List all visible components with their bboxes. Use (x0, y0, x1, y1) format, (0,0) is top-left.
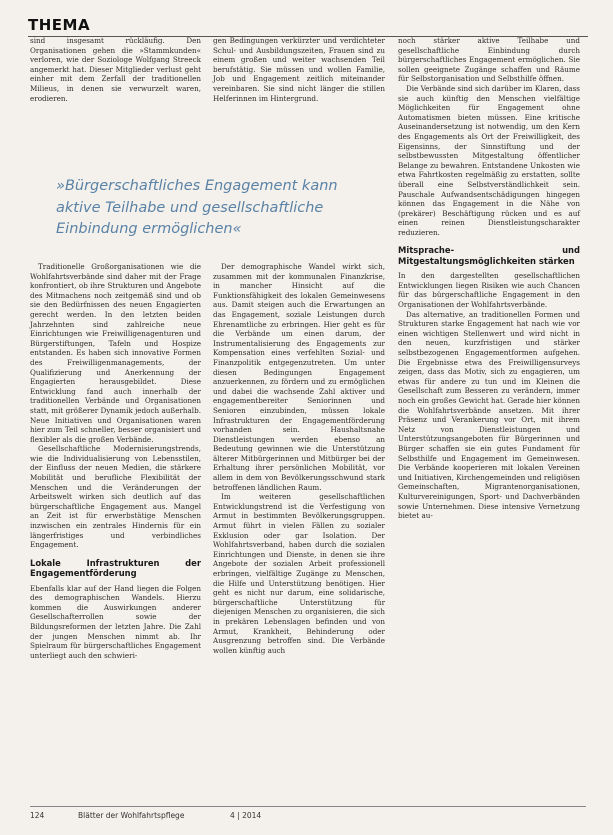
paragraph: Traditionelle Großorganisationen wie die Wohlfahrtsverbände sind daher mit der Frage konfrontiert, ob ihre Strukturen und Angebote des Mitmachens noch zeitgemäß sind und ob sie den Bedürfnissen des neuen Engagierten gerecht werden. In den letzten beiden Jahrzehnten sind zahlreiche neue Einrichtungen wie Freiwilligenagenturen und Bürgerstiftungen, Tafeln und Hospize entstanden. Es haben sich innovative Formen des Freiwilligenmanagements, der Qualifizierung und Anerkennung der Engagierten herausgebildet. Diese Entwicklung fand auch innerhalb der traditionellen Verbände und Organisationen statt, mit größerer Dynamik jedoch außerhalb. Neue Initiativen und Organisationen waren hier zum Teil schneller, besser organisiert und flexibler als die großen Verbände. (30, 262, 201, 444)
column-2-bottom (213, 262, 385, 655)
column-2-top (213, 36, 385, 103)
paragraph: Die Verbände sind sich darüber im Klaren, dass sie auch künftig den Menschen vielfältige Möglichkeiten für Engagement ohne Automatismen bieten müssen. Eine kritische Auseinandersetzung ist notwendig, um den Kern des Engagements als Ort der Freiwilligkeit, des Eigensinns, der Sinnstiftung und der selbstbewussten Mitgestaltung öffentlicher Belange zu bewahren. Entstandene Unkosten wie etwa Fahrtkosten regelmäßig zu erstatten, sollte überall eine Selbstverständlichkeit sein. Pauschale Aufwandsentschädigungen hingegen können das Engagement in die Nähe von (prekärer) Beschäftigung rücken und es auf einen reinen Dienstleistungscharakter reduzieren. (398, 83, 580, 237)
paragraph: noch stärker aktive Teilhabe und gesellschaftliche Einbindung durch bürgerschaftliches Engagement ermöglichen. Sie sollen geeignete Zugänge schaffen und Räume für Selbstorganisation und Selbsthilfe öffnen. (398, 36, 580, 84)
paragraph: Ebenfalls klar auf der Hand liegen die Folgen des demographischen Wandels. Hierzu kommen die Auswirkungen anderer Gesellschafterrollen sowie der Bildungsreformen der letzten Jahre. Die Zahl der jungen Menschen nimmt ab. Ihr Spielraum für bürgerschaftliches Engagement unterliegt auch den schwieri- (30, 583, 201, 660)
journal-title: Blätter der Wohlfahrtspflege (78, 811, 185, 820)
issue-number: 4 | 2014 (230, 811, 262, 820)
column-1-top (30, 36, 201, 103)
paragraph: sind insgesamt rückläufig. Den Organisationen gehen die »Stammkunden« verloren, wie der Soziologe Wolfgang Streeck angemerkt hat. Dieser Mitglieder verlust geht einher mit dem Zerfall der traditionellen Milieus, in denen sie verwurzelt waren, erodieren. (30, 36, 201, 103)
paragraph: Das alternative, an traditionellen Formen und Strukturen starke Engagement hat nach wie vor einen wichtigen Stellenwert und wird nicht in den neuen, kurzfristigen und stärker selbstbezogenen Engagementformen aufgehen. Die Ergebnisse etwa des Freiwilligensurveys zeigen, dass das Motiv, sich zu engagieren, um etwas für andere zu tun und im Kleinen die Gesellschaft zum Besseren zu verändern, immer noch ein großes Gewicht hat. Gerade hier können die Wohlfahrtsverbände ansetzen. Mit ihrer Präsenz und Verankerung vor Ort, mit ihrem Netz von Dienstleistungen und Unterstützungsangeboten für Bürgerinnen und Bürger schaffen sie ein gutes Fundament für Selbsthilfe und Engagement im Gemeinwesen. Die Verbände kooperieren mit lokalen Vereinen und Initiativen, Kirchengemeinden und religiösen Gemeinschaften, Migrantenorganisationen, Kulturvereinigungen, Sport- und Dachverbänden sowie Unternehmen. Diese intensive Vernetzung bietet au- (398, 309, 580, 521)
subheading-lokale-infrastrukturen: Lokale Infrastrukturen der Engagementförderung (30, 557, 201, 579)
pull-quote: »Bürgerschaftliches Engagement kann aktive Teilhabe und gesellschaftliche Einbindung ermöglichen« (56, 178, 338, 237)
page-number: 124 (30, 811, 45, 820)
section-label: THEMA (28, 16, 91, 34)
paragraph: Im weiteren gesellschaftlichen Entwicklungstrend ist die Verfestigung von Armut in bestimmten Bevölkerungsgruppen. Armut führt in vielen Fällen zu sozialer Exklusion oder gar Isolation. Der Wohlfahrtsverband, haben durch die sozialen Einrichtungen und Dienste, in denen sie ihre Angebote der sozialen Arbeit professionell erbringen, vielfältige Zugänge zu Menschen, die Hilfe und Unterstützung benötigen. Hier geht es nicht nur darum, eine solidarische, bürgerschaftliche Unterstützung für diejenigen Menschen zu organisieren, die sich in prekären Lebenslagen befinden und von Armut, Krankheit, Behinderung oder Ausgrenzung betroffen sind. Die Verbände wollen künftig auch (213, 492, 385, 655)
paragraph: Der demographische Wandel wirkt sich, zusammen mit der kommunalen Finanzkrise, in mancher Hinsicht auf die Funktionsfähigkeit des lokalen Gemeinwesens aus. Damit steigen auch die Erwartungen an das Engagement, soziale Leistungen durch Ehrenamtliche zu erbringen. Hier geht es für die Verbände um einen darum, der Instrumentalisierung des Engagements zur Kompensation eines verfehlten Sozial- und Finanzpolitik entgegenzutreten. Um unter diesen Bedingungen Engagement anzuerkennen, zu fördern und zu ermöglichen und dabei die wachsende Zahl aktiver und engagementbereiter Seniorinnen und Senioren einzubinden, müssen lokale Infrastrukturen der Engagementförderung vorhanden sein. Haushaltsnahe Dienstleistungen werden ebenso an Bedeutung gewinnen wie die Unterstützung älterer Mitbürgerinnen und Mitbürger bei der Erhaltung ihrer persönlichen Mobilität, vor allem in dem von Bevölkerungsschwund stark betroffenen ländlichen Raum. (213, 262, 385, 492)
paragraph: Gesellschaftliche Modernisierungstrends, wie die Individualisierung von Lebensstilen, der Einfluss der neuen Medien, die stärkere Mobilität und berufliche Flexibilität der Menschen und die Veränderungen der Arbeitswelt wirken sich deutlich auf das bürgerschaftliche Engagement aus. Mangel an Zeit ist für erwerbstätige Menschen inzwischen ein zentrales Hindernis für ein längerfristiges und verbindliches Engagement. (30, 444, 201, 550)
paragraph: gen Bedingungen verkürzter und verdichteter Schul- und Ausbildungszeiten, Frauen sind zu einem großen und weiter wachsenden Teil berufstätig. Sie müssen und wollen Familie, Job und Engagement zeitlich miteinander vereinbaren. Sie sind nicht länger die stillen Helferinnen im Hintergrund. (213, 36, 385, 103)
column-1-bottom (30, 262, 201, 660)
page-footer (30, 806, 586, 823)
section-header (28, 10, 588, 37)
paragraph: In den dargestellten gesellschaftlichen Entwicklungen liegen Risiken wie auch Chancen für das bürgerschaftliche Engagement in den Organisationen der Wohlfahrtsverbände. (398, 271, 580, 310)
subheading-mitsprache: Mitsprache- und Mitgestaltungsmöglichkeiten stärken (398, 245, 580, 266)
column-3 (398, 36, 580, 521)
